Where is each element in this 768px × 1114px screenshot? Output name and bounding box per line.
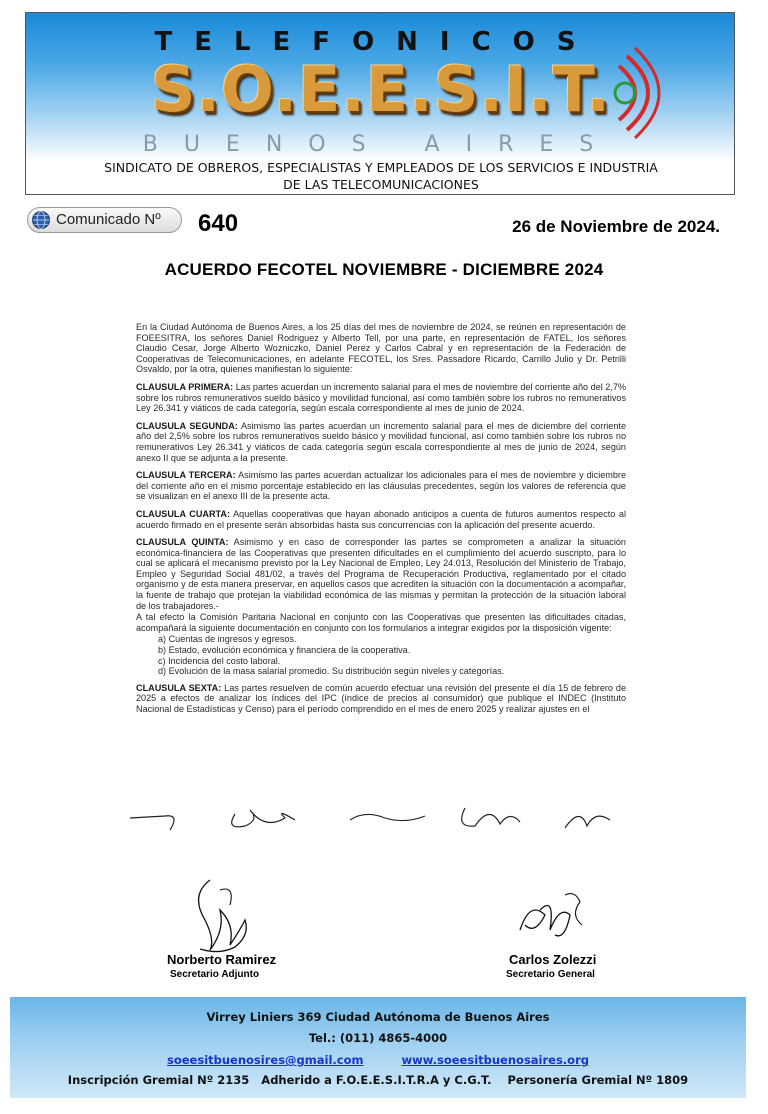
clause-2 <box>136 421 626 463</box>
clause-1-heading: CLAUSULA PRIMERA: <box>136 381 234 392</box>
document-title: ACUERDO FECOTEL NOVIEMBRE - DICIEMBRE 2024 <box>164 260 604 279</box>
letterhead <box>25 12 735 195</box>
clause-6-text: Las partes resuelven de común acuerdo efectuar una revisión del presente el día 15 de febrero de 2025 a efectos de analizar los índices del IPC (índice de precios al consumidor) que publique el INDEC (Instituto Nacional de Estadísticas y Censo) para el período comprendido en el mes de enero 2025 y realizar ajustes en el <box>136 682 626 714</box>
footer-links <box>10 1053 746 1067</box>
list-item: c) Incidencia del costo laboral. <box>158 655 281 666</box>
globe-icon <box>31 210 51 230</box>
clause-3-heading: CLAUSULA TERCERA: <box>136 470 236 481</box>
signatory-right-name: Carlos Zolezzi <box>509 952 597 967</box>
union-name-line-2: DE LAS TELECOMUNICACIONES <box>283 177 479 192</box>
email-link[interactable]: soeesitbuenosires@gmail.com <box>167 1053 364 1067</box>
signatory-right-role: Secretario General <box>506 969 595 980</box>
union-full-name <box>56 159 706 193</box>
comunicado-date: 26 de Noviembre de 2024. <box>512 217 720 236</box>
comunicado-badge <box>27 207 182 233</box>
clause-5-text: Asimismo y en caso de corresponder las partes se comprometen a analizar la situación económica-financiera de las Cooperativas que presenten dificultades en el cumplimiento del acuerdo suscripto, para lo cual se aplicará el mecanismo previsto por la Ley Nacional de Empleo, Ley 24.013, Resolución del Ministerio de Trabajo, Empleo y Seguridad Social 481/02, a través del Programa de Recuperación Productiva, reglamentado por el citado organismo y de esta manera preservar, en aquellos casos que acrediten la situación con la documentación a acompañar, la fuente de trabajo que protejan la viabilidad económica de las mismas y permitan la protección de la situación laboral de los trabajadores.- <box>136 537 626 611</box>
signal-waves-icon <box>611 46 671 141</box>
clause-4 <box>136 509 626 530</box>
comunicado-number: 640 <box>198 210 239 237</box>
clause-4-heading: CLAUSULA CUARTA: <box>136 508 231 519</box>
letterhead-top-word: TELEFONICOS <box>154 27 598 57</box>
list-item: b) Estado, evolución económica y financiera de la cooperativa. <box>158 645 411 656</box>
footer-address: Virrey Liniers 369 Ciudad Autónoma de Buenos Aires <box>206 1010 550 1024</box>
signature-left <box>180 875 260 955</box>
clause-1 <box>136 382 626 414</box>
clause-2-heading: CLAUSULA SEGUNDA: <box>136 420 238 431</box>
clause-5-extra: A tal efecto la Comisión Paritaria Nacional en conjunto con las Cooperativas que presenten las dificultades citadas, acompañará la siguiente documentación en conjunto con los formularios a integrar exigidos por la disposición vigente: <box>136 612 626 633</box>
union-name-line-1: SINDICATO DE OBREROS, ESPECIALISTAS Y EMPLEADOS DE LOS SERVICIOS E INDUSTRIA <box>104 160 658 175</box>
footer-registration: Inscripción Gremial Nº 2135 Adherido a F.O.E.E.S.I.T.R.A y C.G.T. Personería Gremial Nº 1809 <box>67 1073 689 1087</box>
clause-3 <box>136 470 626 502</box>
clause-5-heading: CLAUSULA QUINTA: <box>136 537 229 548</box>
clause-2-text: Asimismo las partes acuerdan un incremento salarial para el mes de diciembre del corriente año del 2,5% sobre los rubros remunerativos sueldo básico y movilidad funcional, así como también sobre los rubros no remunerativos Ley 26.341 y viáticos de cada categoría según escala correspondiente al mes de junio de 2024, según anexo II que se adjunta a la presente. <box>136 420 626 463</box>
website-link[interactable]: www.soeesitbuenosaires.org <box>401 1053 589 1067</box>
footer <box>10 997 746 1098</box>
union-logo-text: S.O.E.E.S.I.T. <box>150 53 612 126</box>
intro-paragraph: En la Ciudad Autónoma de Buenos Aires, a los 25 días del mes de noviembre de 2024, se reúnen en representación de FOEESITRA, los señores Daniel Rodriguez y Alberto Tell, por una parte, en representación de FATEL, los señores Claudio Cesar, Jorge Alberto Wozniczko, Daniel Perez y Carlos Cabral y en representación de la Federación de Cooperativas de Telecomunicaciones, en adelante FECOTEL, los Sres. Passadore Ricardo, Carrillo Julio y Dr. Petrilli Osvaldo, por la otra, quienes manifiestan lo siguiente: <box>136 322 626 375</box>
footer-phone: Tel.: (011) 4865-4000 <box>308 1031 448 1045</box>
clause-6 <box>136 683 626 715</box>
agreement-body <box>136 322 626 842</box>
signatory-left-name: Norberto Ramirez <box>167 952 277 967</box>
initials-signatures <box>125 800 635 840</box>
comunicado-label: Comunicado Nº <box>56 211 161 228</box>
document-list <box>158 634 626 676</box>
clause-1-text: Las partes acuerdan un incremento salarial para el mes de noviembre del corriente año del 2,7% sobre los rubros remunerativos sueldo básico y movilidad funcional, así como también sobre los rubros no remunerativos Ley 26.341 y viáticos de cada categoría, según escala correspondiente al mes de junio de 2024. <box>136 381 626 414</box>
letterhead-city: BUENOS AIRES <box>142 132 620 157</box>
clause-6-heading: CLAUSULA SEXTA: <box>136 682 222 693</box>
signatory-left-role: Secretario Adjunto <box>170 969 260 980</box>
signature-right <box>510 880 590 950</box>
clause-3-text: Asimismo las partes acuerdan actualizar los adicionales para el mes de noviembre y diciembre del corriente año en el mismo porcentaje establecido en las cláusulas precedentes, según los valores de referencia que se visualizan en el anexo III de la presente acta. <box>136 470 626 502</box>
clause-5 <box>136 537 626 611</box>
list-item: d) Evolución de la masa salarial promedio. Su distribución según niveles y categorías. <box>158 666 505 677</box>
clause-4-text: Aquellas cooperativas que hayan abonado anticipos a cuenta de futuros aumentos respecto al acuerdo firmado en el presente serán absorbidas hasta sus concurrencias con la aplicación del presente acuerdo. <box>136 508 626 530</box>
list-item: a) Cuentas de ingresos y egresos. <box>158 634 297 645</box>
